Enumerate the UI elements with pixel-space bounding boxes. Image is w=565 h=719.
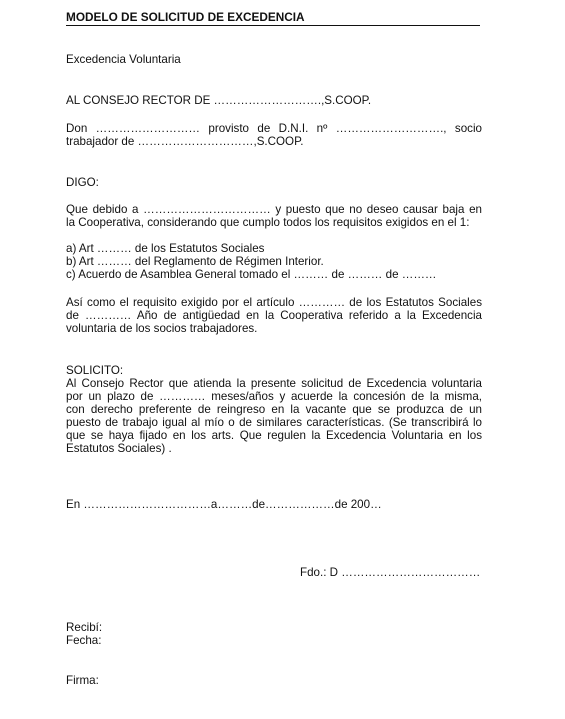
digo-line: la Cooperativa, considerando que cumplo todos los requisitos exigidos en el 1: bbox=[66, 216, 470, 229]
solicito-line: Al Consejo Rector que atienda la presente solicitud de Excedencia voluntaria bbox=[66, 377, 482, 390]
requirement-item: b) Art ……… del Reglamento de Régimen Interior. bbox=[66, 255, 324, 268]
addressee-line: AL CONSEJO RECTOR DE ……………………….,S.COOP. bbox=[66, 94, 372, 107]
solicito-line: Estatutos Sociales) . bbox=[66, 442, 172, 455]
intro-paragraph bbox=[66, 122, 482, 148]
signature-line: Fdo.: D ……………………………… bbox=[300, 566, 481, 579]
document-subtitle: Excedencia Voluntaria bbox=[66, 53, 181, 66]
intro-line: Don ……………………… provisto de D.N.I. nº ………………………., socio bbox=[66, 122, 482, 135]
also-line: voluntaria de los socios trabajadores. bbox=[66, 322, 258, 335]
received-label: Recibí: bbox=[66, 621, 103, 634]
digo-line: Que debido a …………………………… y puesto que no deseo causar baja en bbox=[66, 203, 482, 216]
solicito-line: puesto de trabajo igual al mío o de similares características. (Se transcribirá lo bbox=[66, 416, 482, 429]
requirement-item: a) Art ……… de los Estatutos Sociales bbox=[66, 242, 265, 255]
also-paragraph bbox=[66, 296, 482, 335]
also-line: de ………… Año de antigüedad en la Cooperativa referido a la Excedencia bbox=[66, 309, 482, 322]
solicito-line: con derecho preferente de reingreso en la vacante que se produzca de un bbox=[66, 403, 482, 416]
also-line: Así como el requisito exigido por el artículo ………… de los Estatutos Sociales bbox=[66, 296, 482, 309]
requirements-list bbox=[66, 242, 482, 281]
solicito-line: que se haya fijado en los arts. Que regulen la Excedencia Voluntaria en los bbox=[66, 429, 482, 442]
solicito-line: por un plazo de ………… meses/años y acuerde la concesión de la misma, bbox=[66, 390, 482, 403]
solicito-paragraph bbox=[66, 377, 482, 455]
intro-line: trabajador de …………………………,S.COOP. bbox=[66, 135, 304, 148]
date-label: Fecha: bbox=[66, 634, 102, 647]
sign-label: Firma: bbox=[66, 674, 99, 687]
place-date-line: En ……………………………a………de………………de 200… bbox=[66, 498, 382, 511]
requirement-item: c) Acuerdo de Asamblea General tomado el ……… de ……… de ……… bbox=[66, 268, 437, 281]
digo-heading: DIGO: bbox=[66, 176, 99, 189]
digo-paragraph bbox=[66, 203, 482, 229]
document-title: MODELO DE SOLICITUD DE EXCEDENCIA bbox=[66, 11, 480, 26]
solicito-heading: SOLICITO: bbox=[66, 364, 124, 377]
